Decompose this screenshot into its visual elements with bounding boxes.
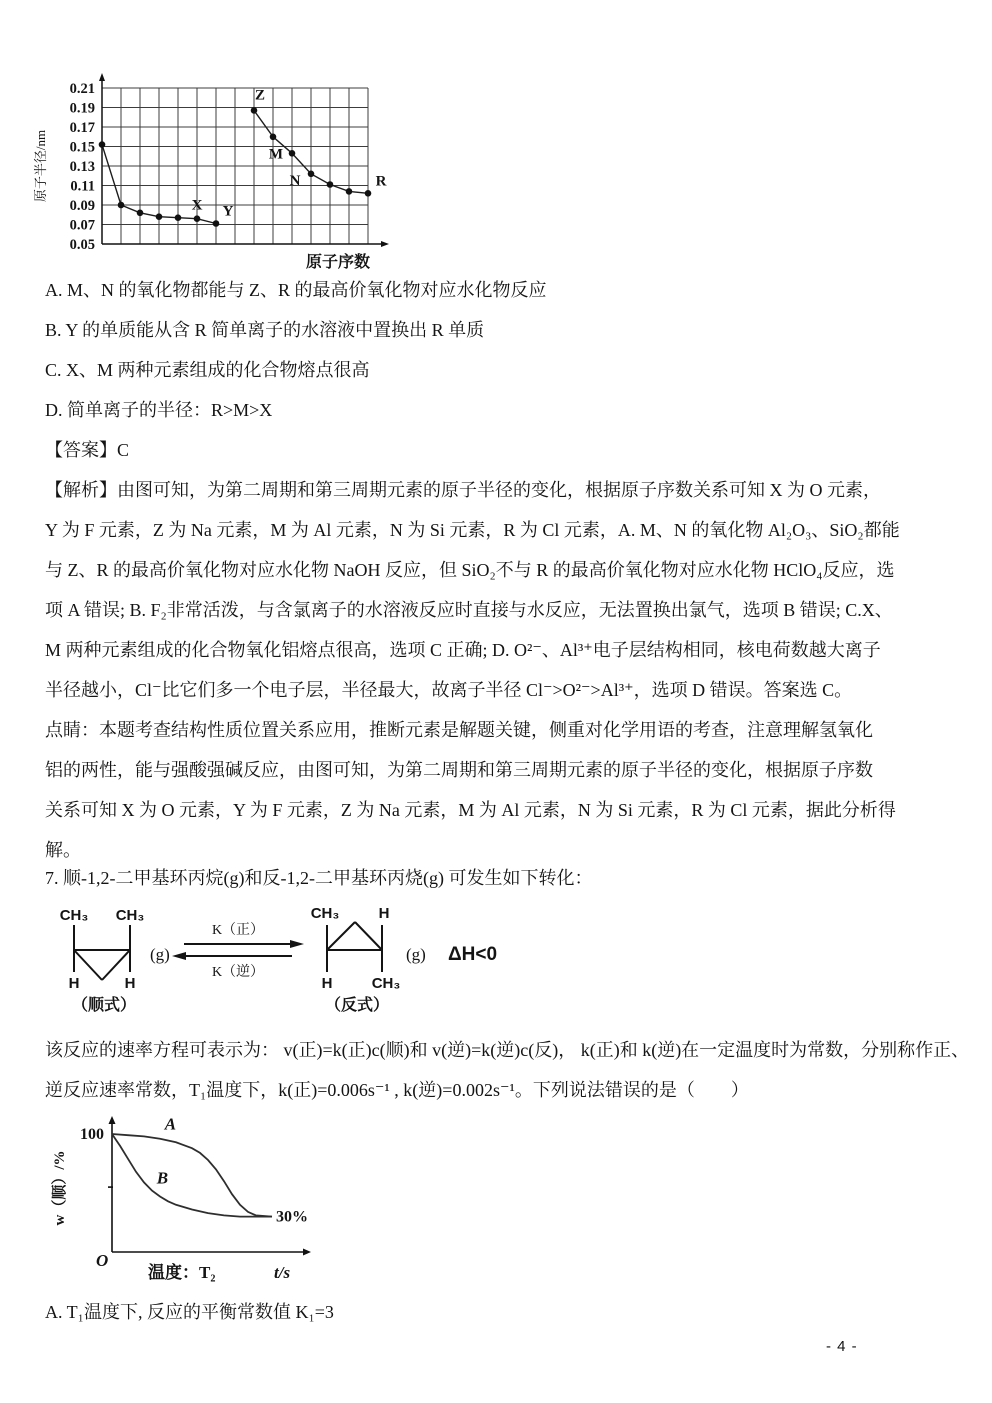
page-number: - 4 - <box>826 1338 858 1355</box>
data-point <box>118 202 125 209</box>
analysis-line: 半径越小，Cl⁻比它们多一个电子层，半径最大，故离子半径 Cl⁻>O²⁻>Al³⁺，选项 D 错误。答案选 C。 <box>45 680 853 700</box>
trans-top-right-substituent: H <box>378 905 390 922</box>
rate-line: 该反应的速率方程可表示为： v(正)=k(正)c(顺)和 v(逆)=k(逆)c(反)， k(正)和 k(逆)在一定温度时为常数，分别称作正、 <box>45 1040 970 1060</box>
q6-options <box>45 270 547 430</box>
axes <box>102 80 383 244</box>
k-reverse-label: K（逆） <box>211 965 265 980</box>
y-tick-label: 0.09 <box>69 197 95 214</box>
data-point <box>251 107 258 114</box>
reverse-arrowhead-icon <box>172 952 186 960</box>
y-tick-label: 0.07 <box>69 217 95 234</box>
x-axis-arrow-icon <box>381 241 389 247</box>
curve-A <box>112 1134 272 1217</box>
q6-answer: 【答案】C <box>45 440 130 460</box>
data-point <box>194 215 201 222</box>
tips-line: 关系可知 X 为 O 元素，Y 为 F 元素，Z 为 Na 元素，M 为 Al 元素，N 为 Si 元素，R 为 Cl 元素，据此分析得 <box>45 800 896 820</box>
q6-option-d: D. 简单离子的半径：R>M>X <box>45 400 273 420</box>
cis-bottom-left-substituent: H <box>68 975 80 992</box>
data-point <box>289 150 296 157</box>
x-axis-arrow-icon <box>303 1249 311 1256</box>
data-point <box>175 214 182 221</box>
analysis-line: M 两种元素组成的化合物氧化铝熔点很高，选项 C 正确; D. O²⁻、Al³⁺电子层结构相同，核电荷数越大离子 <box>45 640 881 660</box>
cis-top-right-substituent: CH₃ <box>115 907 145 924</box>
trans-structure-bonds <box>327 922 382 972</box>
tips-line: 点睛：本题考查结构性质位置关系应用，推断元素是解题关键，侧重对化学用语的考查，注意理解氢氧化 <box>45 720 873 740</box>
data-point <box>156 213 163 220</box>
trans-state-label: (g) <box>406 945 426 964</box>
radius-chart-svg <box>28 72 458 286</box>
point-label-X: X <box>191 197 203 214</box>
reaction-scheme <box>42 898 522 1016</box>
conversion-chart-svg <box>48 1110 388 1292</box>
y-tick-label: 0.11 <box>70 178 95 195</box>
data-point <box>327 181 334 188</box>
analysis-line: Y 为 F 元素，Z 为 Na 元素，M 为 Al 元素，N 为 Si 元素，R 为 Cl 元素，A. M、N 的氧化物 Al₂O₃、SiO₂都能 <box>45 520 900 540</box>
x-axis-title: 原子序数 <box>305 254 370 271</box>
atomic-radius-chart <box>28 72 458 291</box>
trans-bottom-right-substituent: CH₃ <box>371 975 401 992</box>
trans-top-left-substituent: CH₃ <box>310 905 340 922</box>
cis-state-label: (g) <box>150 945 170 964</box>
grid <box>102 88 368 244</box>
q6-option-a: A. M、N 的氧化物都能与 Z、R 的最高价氧化物对应水化物反应 <box>45 280 547 300</box>
point-label-M: M <box>268 146 284 163</box>
cis-caption: （顺式） <box>71 997 137 1014</box>
y-axis-title: 原子半径/nm <box>33 129 48 203</box>
q6-tips <box>45 710 896 870</box>
point-label-Z: Z <box>254 87 266 104</box>
cis-structure-bonds <box>74 925 130 980</box>
point-label-Y: Y <box>222 203 234 220</box>
data-point <box>99 141 106 148</box>
equilibrium-arrows <box>184 944 292 956</box>
curve-label-A: A <box>164 1114 177 1134</box>
analysis-line: 与 Z、R 的最高价氧化物对应水化物 NaOH 反应，但 SiO₂不与 R 的最高价氧化物对应水化物 HClO₄反应，选 <box>45 560 895 580</box>
data-point <box>213 220 220 227</box>
curve-label-B: B <box>156 1168 169 1188</box>
rate-line: 逆反应速率常数，T₁温度下，k(正)=0.006s⁻¹ , k(逆)=0.002s⁻¹。下列说法错误的是（ ） <box>45 1080 749 1100</box>
data-point <box>270 134 277 141</box>
cis-top-left-substituent: CH₃ <box>59 907 89 924</box>
data-point <box>137 210 144 217</box>
origin-label: O <box>96 1251 109 1270</box>
forward-arrowhead-icon <box>290 940 304 948</box>
data-point <box>346 188 353 195</box>
y-axis-title: w（顺）/% <box>52 1150 68 1226</box>
y-axis-arrow-icon <box>109 1116 116 1124</box>
q6-option-c: C. X、M 两种元素组成的化合物熔点很高 <box>45 360 370 380</box>
point-label-R: R <box>375 173 387 190</box>
y-tick-label: 0.13 <box>69 158 95 175</box>
trans-bottom-left-substituent: H <box>321 975 333 992</box>
conversion-chart <box>48 1110 388 1297</box>
enthalpy-label: ΔH<0 <box>448 944 498 965</box>
q7-stem: 7. 顺-1,2-二甲基环丙烷(g)和反-1,2-二甲基环丙烧(g) 可发生如下转化： <box>45 868 593 888</box>
trans-caption: （反式） <box>324 997 390 1014</box>
y-tick-label: 0.19 <box>69 100 95 117</box>
x-axis-annotation: 温度：T₂ <box>148 1263 216 1282</box>
y-axis-arrow-icon <box>99 73 105 81</box>
end-value-label: 30% <box>276 1208 308 1226</box>
analysis-line: 【解析】由图可知，为第二周期和第三周期元素的原子半径的变化，根据原子序数关系可知 X 为 O 元素， <box>45 480 881 500</box>
y-tick-label: 100 <box>80 1126 104 1143</box>
analysis-line: 项 A 错误; B. F₂非常活泼，与含氯离子的水溶液反应时直接与水反应，无法置换出氯气，选项 B 错误; C.X、 <box>45 600 893 620</box>
q7-option-a: A. T₁温度下, 反应的平衡常数值 K₁=3 <box>45 1302 334 1322</box>
k-forward-label: K（正） <box>211 923 265 938</box>
q6-option-b: B. Y 的单质能从含 R 简单离子的水溶液中置换出 R 单质 <box>45 320 485 340</box>
data-point <box>308 171 315 178</box>
tips-line: 解。 <box>45 840 81 860</box>
tips-line: 铝的两性，能与强酸强碱反应，由图可知，为第二周期和第三周期元素的原子半径的变化，根据原子序数 <box>45 760 873 780</box>
curve-B <box>112 1134 272 1217</box>
y-tick-label: 0.05 <box>69 236 95 253</box>
data-point <box>365 190 372 197</box>
y-tick-label: 0.15 <box>69 139 95 156</box>
y-tick-label: 0.17 <box>69 119 95 136</box>
axes <box>112 1122 304 1252</box>
q6-analysis <box>45 470 900 710</box>
point-label-N: N <box>289 172 301 189</box>
x-axis-title: t/s <box>274 1263 291 1282</box>
y-tick-label: 0.21 <box>69 80 95 97</box>
q7-rate-text <box>45 1030 969 1110</box>
cis-bottom-right-substituent: H <box>124 975 136 992</box>
